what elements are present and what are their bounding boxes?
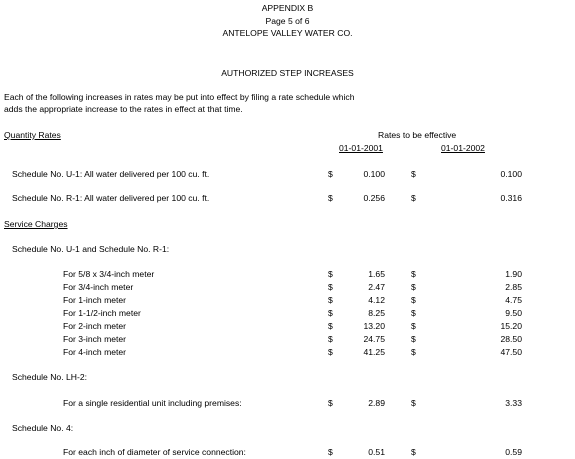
rate-value-2002: 4.75 xyxy=(505,295,522,305)
date-column-1: 01-01-2001 xyxy=(339,143,383,153)
quantity-row-label: Schedule No. R-1: All water delivered per 100 cu. ft. xyxy=(12,193,210,203)
rate-value-2002: 15.20 xyxy=(500,321,522,331)
rate-value-2001: 1.65 xyxy=(368,269,385,279)
currency-symbol: $ xyxy=(328,347,333,357)
rate-value-2002: 1.90 xyxy=(505,269,522,279)
rate-value-2001: 41.25 xyxy=(363,347,385,357)
meter-label: For 4-inch meter xyxy=(63,347,127,357)
currency-symbol: $ xyxy=(328,295,333,305)
currency-symbol: $ xyxy=(411,193,416,203)
lh2-row-label: For a single residential unit including premises: xyxy=(63,398,242,408)
rate-value-2002: 0.100 xyxy=(500,169,522,179)
page-number: Page 5 of 6 xyxy=(265,16,310,26)
currency-symbol: $ xyxy=(411,398,416,408)
rate-value-2001: 0.256 xyxy=(363,193,385,203)
rate-value-2002: 0.316 xyxy=(500,193,522,203)
currency-symbol: $ xyxy=(328,269,333,279)
meter-label: For 5/8 x 3/4-inch meter xyxy=(63,269,155,279)
service-charges-heading: Service Charges xyxy=(4,219,68,229)
schedule-lh2-subheading: Schedule No. LH-2: xyxy=(12,372,87,382)
rate-value-2002: 47.50 xyxy=(500,347,522,357)
rate-value-2001: 0.100 xyxy=(363,169,385,179)
rate-value-2001: 8.25 xyxy=(368,308,385,318)
currency-symbol: $ xyxy=(411,447,416,457)
meter-label: For 3-inch meter xyxy=(63,334,127,344)
currency-symbol: $ xyxy=(328,193,333,203)
currency-symbol: $ xyxy=(411,169,416,179)
rate-value-2002: 9.50 xyxy=(505,308,522,318)
currency-symbol: $ xyxy=(328,398,333,408)
schedule-u1-r1-subheading: Schedule No. U-1 and Schedule No. R-1: xyxy=(12,244,170,254)
rate-value-2001: 0.51 xyxy=(368,447,385,457)
quantity-row-label: Schedule No. U-1: All water delivered per 100 cu. ft. xyxy=(12,169,210,179)
currency-symbol: $ xyxy=(411,347,416,357)
currency-symbol: $ xyxy=(328,321,333,331)
currency-symbol: $ xyxy=(328,282,333,292)
currency-symbol: $ xyxy=(411,334,416,344)
quantity-rates-heading: Quantity Rates xyxy=(4,130,61,140)
currency-symbol: $ xyxy=(328,447,333,457)
meter-label: For 1-inch meter xyxy=(63,295,127,305)
date-column-2: 01-01-2002 xyxy=(441,143,485,153)
document-title: AUTHORIZED STEP INCREASES xyxy=(221,68,354,78)
appendix-label: APPENDIX B xyxy=(261,3,314,13)
rate-value-2002: 3.33 xyxy=(505,398,522,408)
rate-value-2001: 24.75 xyxy=(363,334,385,344)
meter-label: For 2-inch meter xyxy=(63,321,127,331)
rate-value-2001: 13.20 xyxy=(363,321,385,331)
effective-label: Rates to be effective xyxy=(378,130,457,140)
schedule-4-row-label: For each inch of diameter of service connection: xyxy=(63,447,246,457)
schedule-4-subheading: Schedule No. 4: xyxy=(12,423,74,433)
rate-value-2002: 0.59 xyxy=(505,447,522,457)
meter-label: For 1-1/2-inch meter xyxy=(63,308,141,318)
currency-symbol: $ xyxy=(328,169,333,179)
rate-value-2002: 2.85 xyxy=(505,282,522,292)
currency-symbol: $ xyxy=(411,295,416,305)
currency-symbol: $ xyxy=(411,269,416,279)
company-name: ANTELOPE VALLEY WATER CO. xyxy=(222,28,353,38)
rate-value-2001: 2.47 xyxy=(368,282,385,292)
meter-label: For 3/4-inch meter xyxy=(63,282,134,292)
currency-symbol: $ xyxy=(328,334,333,344)
rate-value-2001: 2.89 xyxy=(368,398,385,408)
currency-symbol: $ xyxy=(411,282,416,292)
rate-value-2002: 28.50 xyxy=(500,334,522,344)
currency-symbol: $ xyxy=(328,308,333,318)
rate-value-2001: 4.12 xyxy=(368,295,385,305)
currency-symbol: $ xyxy=(411,308,416,318)
currency-symbol: $ xyxy=(411,321,416,331)
intro-line-2: adds the appropriate increase to the rates in effect at that time. xyxy=(4,104,243,114)
intro-line-1: Each of the following increases in rates may be put into effect by filing a rate schedule which xyxy=(4,92,355,102)
